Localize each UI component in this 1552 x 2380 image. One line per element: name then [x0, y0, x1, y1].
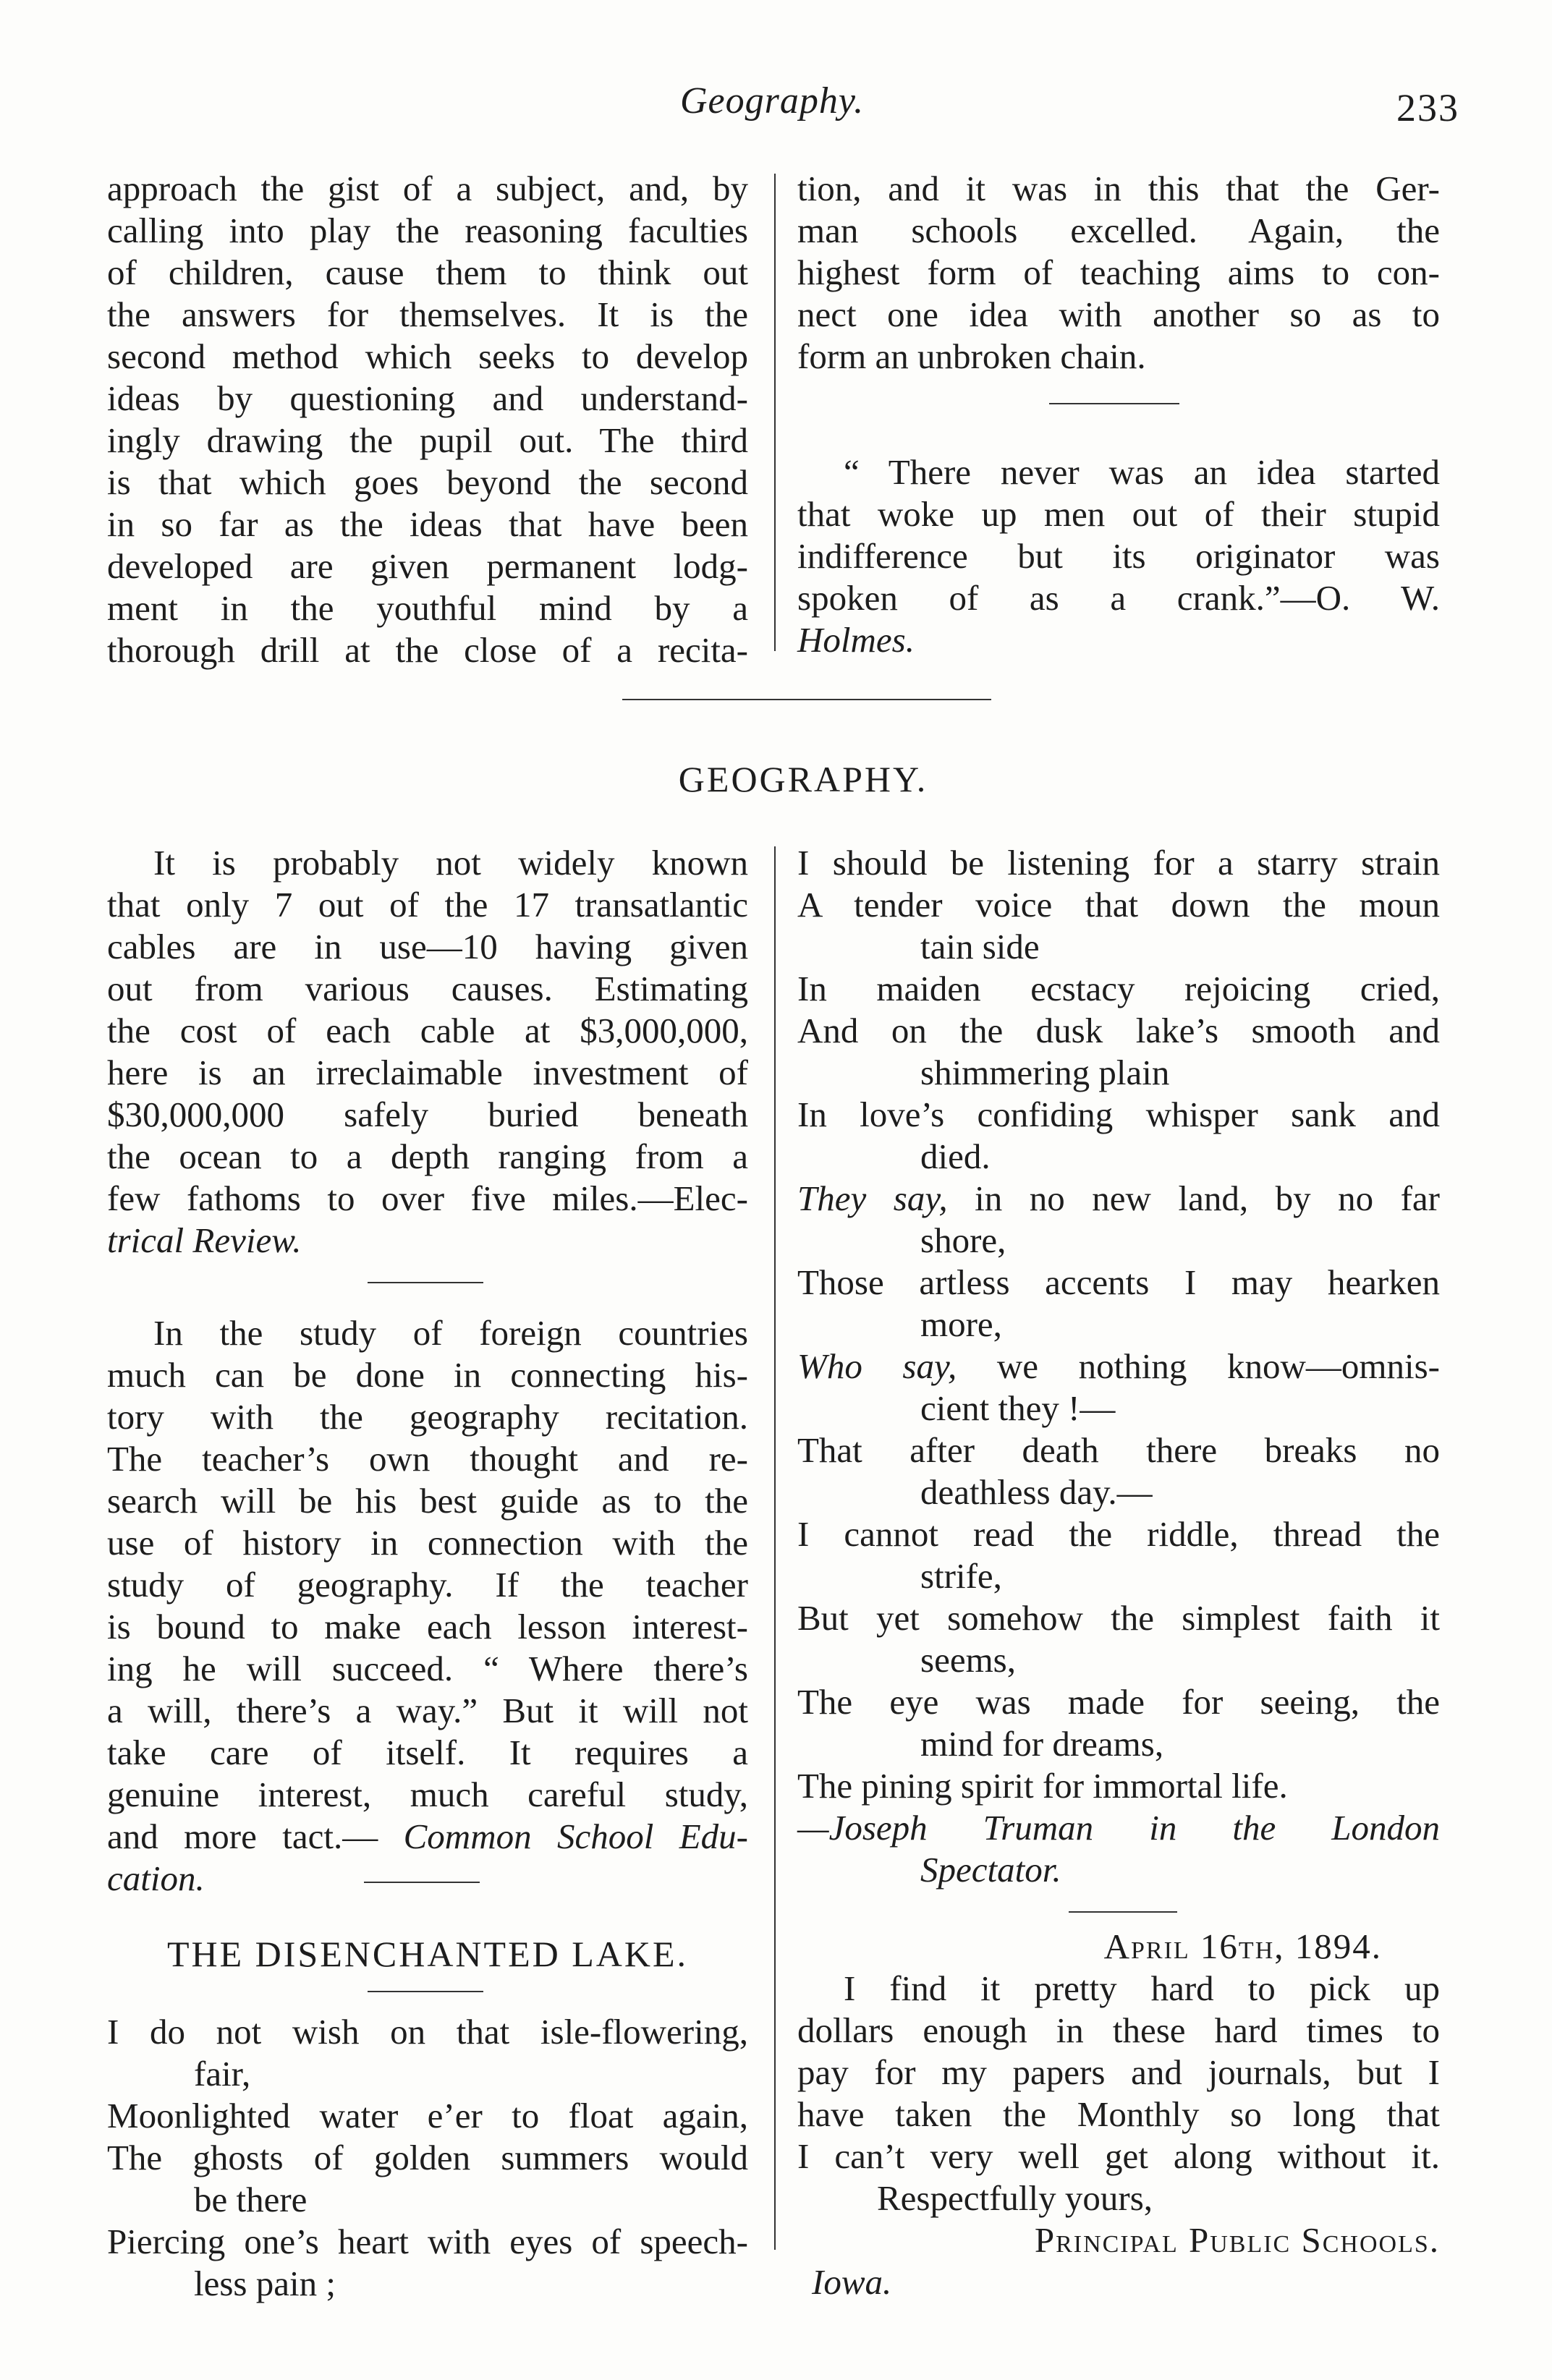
letter-line: I find it pretty hard to pick up [844, 1968, 1440, 2008]
quote-line: that woke up men out of their stupid [797, 494, 1440, 534]
poem-line: I do not wish on that isle-flowering, [107, 2012, 748, 2052]
text-line: ideas by questioning and understand- [107, 378, 748, 418]
letter-place: Iowa. [812, 2262, 892, 2302]
lower-left-column [107, 842, 748, 2305]
poem-line-cont: tain side [920, 927, 1040, 966]
lower-right-column [797, 842, 1440, 2303]
text-line: cables are in use—10 having given [107, 927, 748, 966]
separator-rule [1069, 1911, 1177, 1913]
poem-line: Piercing one’s heart with eyes of speech- [107, 2222, 748, 2261]
text-line: ing he will succeed. “ Where there’s [107, 1649, 748, 1688]
poem-line-cont: be there [194, 2180, 308, 2219]
text-line: The teacher’s own thought and re- [107, 1439, 748, 1479]
poem-line [797, 1346, 1440, 1387]
separator-rule [364, 1882, 480, 1883]
poem-line [797, 1178, 1440, 1220]
poem-line: And on the dusk lake’s smooth and [797, 1011, 1440, 1050]
separator-rule [368, 1282, 483, 1283]
text-line [107, 1858, 748, 1900]
poem-line-cont: shore, [920, 1220, 1006, 1260]
poem-line-cont: more, [920, 1304, 1002, 1344]
text-line: nect one idea with another so as to [797, 294, 1440, 334]
poem-line: I cannot read the riddle, thread the [797, 1514, 1440, 1554]
text-line: tion, and it was in this that the Ger- [797, 169, 1440, 208]
letter-date: April 16th, 1894. [1103, 1926, 1382, 1966]
poem-line-cont: shimmering plain [920, 1053, 1170, 1092]
source-citation: trical Review. [107, 1220, 302, 1260]
poem-line: The ghosts of golden summers would [107, 2138, 748, 2177]
poem-line-cont: strife, [920, 1556, 1002, 1596]
text-line: the cost of each cable at $3,000,000, [107, 1011, 748, 1050]
text-line: thorough drill at the close of a recita- [107, 630, 748, 670]
text-line: ment in the youthful mind by a [107, 588, 748, 628]
top-right-column [797, 168, 1440, 378]
poem-line: The pining spirit for immortal life. [797, 1766, 1288, 1806]
emphasis: Who say, [797, 1346, 957, 1386]
top-left-column [107, 168, 748, 671]
poem-line-cont: died. [920, 1136, 991, 1176]
text-line: calling into play the reasoning faculties [107, 211, 748, 250]
poem-line: But yet somehow the simplest faith it [797, 1598, 1440, 1638]
quote-attribution: Holmes. [797, 620, 915, 660]
emphasis: They say, [797, 1178, 948, 1218]
poem-line: I should be listening for a starry strain [797, 843, 1440, 883]
text-line: much can be done in connecting his- [107, 1355, 748, 1395]
poem-line: A tender voice that down the moun [797, 885, 1440, 925]
text-line: search will be his best guide as to the [107, 1481, 748, 1521]
poem-line: That after death there breaks no [797, 1430, 1440, 1470]
poem-title: THE DISENCHANTED LAKE. [166, 1934, 689, 1974]
running-title: Geography. [680, 80, 865, 122]
page-number: 233 [1396, 86, 1459, 129]
letter-line: have taken the Monthly so long that [797, 2094, 1440, 2134]
section-rule [622, 699, 991, 700]
poem-line-cont: seems, [920, 1640, 1016, 1680]
poem-line-cont: less pain ; [194, 2264, 336, 2303]
holmes-quote [797, 451, 1440, 661]
text-line: $30,000,000 safely buried beneath [107, 1095, 748, 1134]
letter-signature: Principal Public Schools. [1034, 2220, 1440, 2260]
text-line: here is an irreclaimable investment of [107, 1053, 748, 1092]
poem-line: Moonlighted water e’er to float again, [107, 2096, 748, 2135]
text-fragment: we nothing know—omnis- [957, 1346, 1440, 1386]
text-fragment: in no new land, by no far [947, 1178, 1440, 1218]
source-citation: cation. [107, 1858, 205, 1898]
text-line: study of geography. If the teacher [107, 1565, 748, 1605]
text-line: a will, there’s a way.” But it will not [107, 1691, 748, 1730]
letter-line: I can’t very well get along without it. [797, 2136, 1440, 2176]
separator-rule [368, 1991, 483, 1992]
text-line: highest form of teaching aims to con- [797, 252, 1440, 292]
text-line: ingly drawing the pupil out. The third [107, 420, 748, 460]
poem-line: Those artless accents I may hearken [797, 1262, 1440, 1302]
poem-attribution: Spectator. [920, 1850, 1061, 1890]
text-line: the answers for themselves. It is the [107, 294, 748, 334]
text-line: genuine interest, much careful study, [107, 1775, 748, 1814]
text-line: of children, cause them to think out [107, 252, 748, 292]
quote-line: “ There never was an idea started [844, 452, 1440, 492]
quote-line: spoken of as a crank.”—O. W. [797, 578, 1440, 618]
text-line: developed are given permanent lodg- [107, 546, 748, 586]
poem-line-cont: deathless day.— [920, 1472, 1153, 1512]
text-line: approach the gist of a subject, and, by [107, 169, 748, 208]
poem-line: In love’s confiding whisper sank and [797, 1095, 1440, 1134]
letter-line: dollars enough in these hard times to [797, 2010, 1440, 2050]
text-line: is that which goes beyond the second [107, 462, 748, 502]
letter-line: pay for my papers and journals, but I [797, 2052, 1440, 2092]
text-line: man schools excelled. Again, the [797, 211, 1440, 250]
text-line: It is probably not widely known [153, 843, 748, 883]
poem-line-cont: mind for dreams, [920, 1724, 1164, 1764]
column-divider-top [774, 174, 776, 651]
source-citation: Common School Edu- [403, 1816, 748, 1856]
text-fragment: and more tact.— [107, 1816, 404, 1856]
text-line [107, 1816, 748, 1858]
poem-line-cont: cient they !— [920, 1388, 1116, 1428]
text-line: is bound to make each lesson interest- [107, 1607, 748, 1646]
poem-line: In maiden ecstacy rejoicing cried, [797, 969, 1440, 1008]
section-heading: GEOGRAPHY. [678, 759, 928, 799]
poem-line-cont: fair, [194, 2054, 251, 2094]
poem-attribution: —Joseph Truman in the London [797, 1808, 1440, 1848]
text-line: use of history in connection with the [107, 1523, 748, 1563]
text-line: In the study of foreign countries [153, 1313, 748, 1353]
text-line: out from various causes. Estimating [107, 969, 748, 1008]
text-line: that only 7 out of the 17 transatlantic [107, 885, 748, 925]
text-line: the ocean to a depth ranging from a [107, 1136, 748, 1176]
text-line: form an unbroken chain. [797, 336, 1146, 376]
column-divider-lower [774, 846, 776, 2250]
text-line: few fathoms to over five miles.—Elec- [107, 1178, 748, 1218]
text-line: in so far as the ideas that have been [107, 504, 748, 544]
quote-line: indifference but its originator was [797, 536, 1440, 576]
text-line: take care of itself. It requires a [107, 1733, 748, 1772]
text-line: tory with the geography recitation. [107, 1397, 748, 1437]
text-line: second method which seeks to develop [107, 336, 748, 376]
separator-rule [1049, 403, 1179, 404]
letter-closing: Respectfully yours, [877, 2178, 1153, 2218]
poem-line: The eye was made for seeing, the [797, 1682, 1440, 1722]
